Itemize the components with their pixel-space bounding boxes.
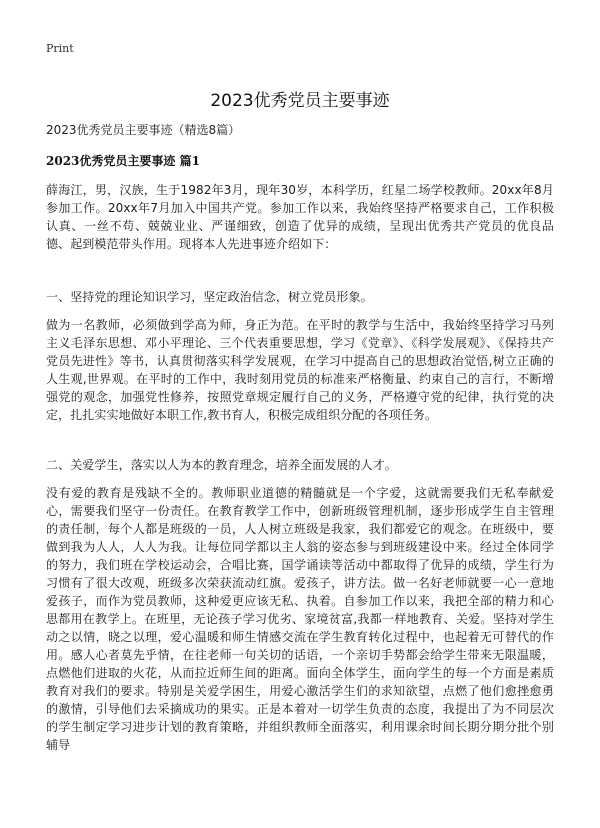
- section-title: 2023优秀党员主要事迹 篇1: [46, 154, 200, 168]
- document-subtitle: 2023优秀党员主要事迹（精选8篇）: [46, 123, 241, 137]
- paragraph-theory-study: 做为一名教师，必须做到学高为师，身正为范。在平时的教学与生活中，我始终坚持学习马列主义毛泽东思想、邓小平理论、三个代表重要思想，学习《党章》、《科学发展观》、《保持共产党员先进性》等书，认真贯彻落实科学发展观，在学习中提高自己的思想政治觉悟,树立正确的人生观,世界观。在平时的工作中，我时刻用党员的标准来严格衡量、约束自己的言行，不断增强党的观念，加强党性修养，按照党章规定履行自己的义务，严格遵守党的纪律，执行党的决定，扎扎实实地做好本职工作,教书育人，积极完成组织分配的各项任务。: [46, 318, 554, 422]
- print-link[interactable]: Print: [46, 42, 74, 55]
- paragraph-intro: 薛海江，男，汉族，生于1982年3月，现年30岁，本科学历，红星二场学校教师。20xx年8月参加工作。20xx年7月加入中国共产党。参加工作以来，我始终坚持严格要求自己，工作积极认真、一丝不苟、兢兢业业、严谨细致，创造了优异的成绩，呈现出优秀共产党员的优良品德、起到模范带头作用。现将本人先进事迹介绍如下：: [46, 183, 554, 251]
- paragraph-heading-two: 二、关爱学生，落实以人为本的教育理念，培养全面发展的人才。: [46, 458, 397, 472]
- paragraph-heading-one: 一、坚持党的理论知识学习，坚定政治信念，树立党员形象。: [46, 290, 373, 304]
- paragraph-care-students: 没有爱的教育是残缺不全的。教师职业道德的精髓就是一个字爱，这就需要我们无私奉献爱心，需要我们坚守一份责任。在教育教学工作中，创新班级管理机制，逐步形成学生自主管理的责任制，每个人都是班级的一员，人人树立班级是我家，我们都爱它的观念。在班级中，要做到我为人人，人人为我。让每位同学都以主人翁的姿态参与到班级建设中来。经过全体同学的努力，我们班在学校运动会，合唱比赛，国学诵读等活动中都取得了优异的成绩，学生行为习惯有了很大改观，班级多次荣获流动红旗。爱孩子，讲方法。做一名好老师就要一心一意地爱孩子，而作为党员教师，这种爱更应该无私、执着。自参加工作以来，我把全部的精力和心思都用在教学上。在班里，无论孩子学习优劣、家境贫富,我都一样地教育、关爱。坚持对学生动之以情，晓之以理，爱心温暖和师生情感交流在学生教育转化过程中，也起着无可替代的作用。感人心者莫先乎情，在往老师一句关切的话语，一个亲切手势都会给学生带来无限温暖，点燃他们进取的火花，从而拉近师生间的距离。面向全体学生，面向学生的每一个方面是素质教育对我们的要求。特别是关爱学困生，用爱心激活学生们的求知欲望，点燃了他们愈挫愈勇的激情，引导他们去采摘成功的果实。正是本着对一切学生负责的态度，我提出了为不同层次的学生制定学习进步计划的教育策略，并组织教师全面落实，利用课余时间长期分期分批个别辅导: [46, 486, 554, 752]
- document-title: 2023优秀党员主要事迹: [210, 91, 390, 111]
